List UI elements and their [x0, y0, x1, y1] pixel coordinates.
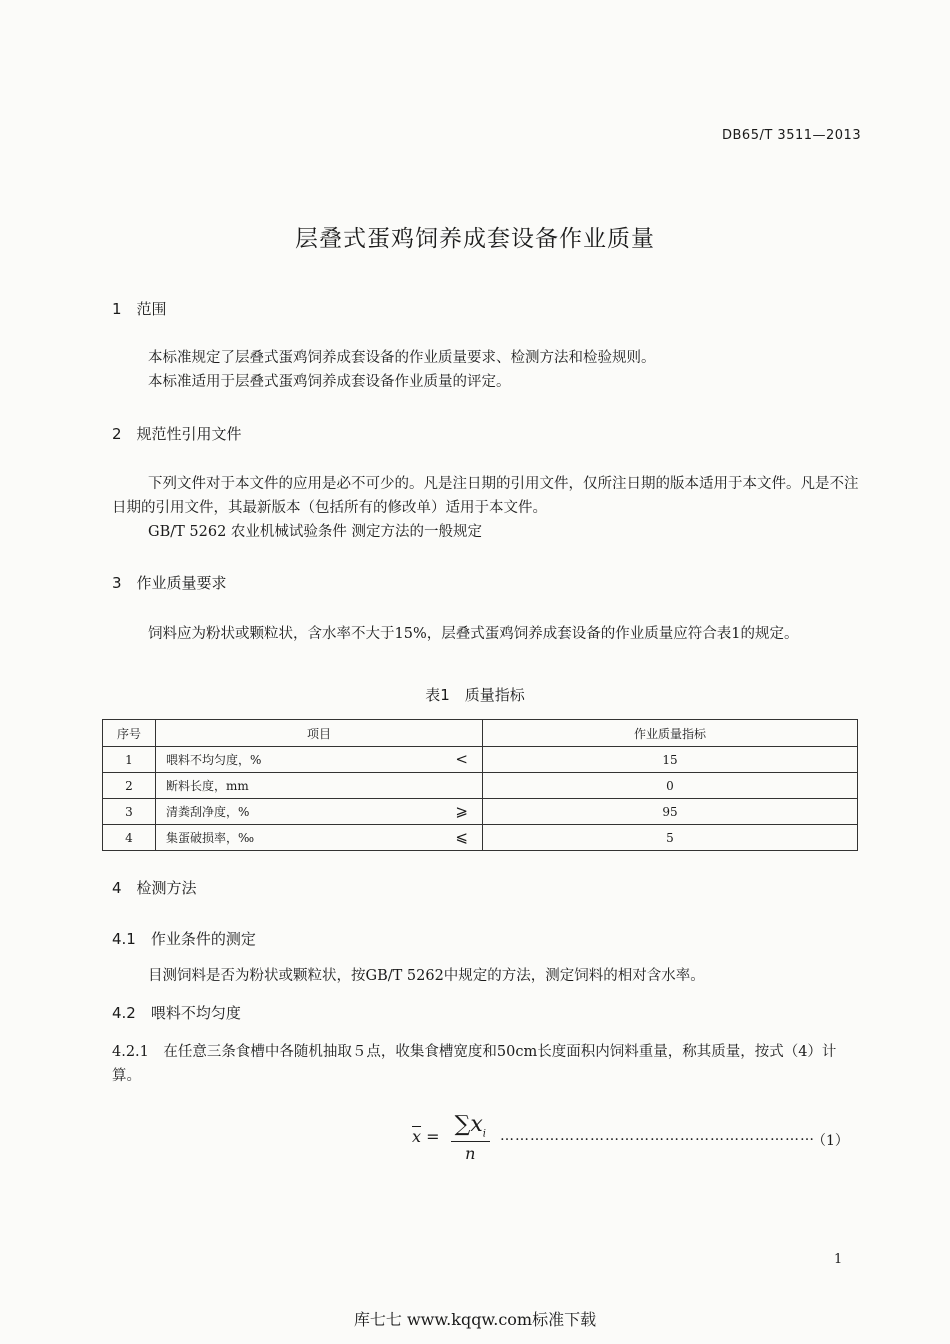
formula-denominator: n — [465, 1144, 476, 1164]
row-value: 15 — [483, 747, 858, 773]
row-no: 4 — [103, 825, 156, 851]
section-2-paragraph-1: 下列文件对于本文件的应用是必不可少的。凡是注日期的引用文件，仅所注日期的版本适用于本文件。凡是不注日期的引用文件，其最新版本（包括所有的修改单）适用于本文件。 — [112, 476, 859, 516]
header-value: 作业质量指标 — [483, 720, 858, 747]
section-3-paragraph-1: 饲料应为粉状或颗粒状，含水率不大于15%，层叠式蛋鸡饲养成套设备的作业质量应符合表1的规定。 — [148, 626, 799, 642]
formula-lhs-mean: $\overline{x}$ — [412, 1127, 422, 1147]
formula-subscript: i — [482, 1128, 486, 1140]
formula-1 — [412, 1112, 496, 1163]
quality-index-table — [102, 719, 858, 851]
section-2-heading: 2 规范性引用文件 — [112, 425, 242, 443]
header-no: 序号 — [103, 720, 156, 747]
formula-fraction — [451, 1112, 490, 1163]
section-1-heading: 1 范围 — [112, 300, 167, 318]
row-no: 2 — [103, 773, 156, 799]
section-1-paragraph-2: 本标准适用于层叠式蛋鸡饲养成套设备作业质量的评定。 — [148, 374, 511, 390]
comparison-symbol: ⩾ — [455, 802, 468, 820]
formula-sum: ∑x — [454, 1112, 483, 1137]
section-4-1-paragraph: 目测饲料是否为粉状或颗粒状，按GB/T 5262中规定的方法，测定饲料的相对含水率。 — [148, 968, 705, 984]
table-row — [103, 773, 858, 799]
formula-numerator — [451, 1112, 490, 1142]
page-number: 1 — [834, 1252, 843, 1267]
row-no: 1 — [103, 747, 156, 773]
row-item — [156, 747, 483, 773]
row-item — [156, 825, 483, 851]
table-row — [103, 825, 858, 851]
row-value: 95 — [483, 799, 858, 825]
section-4-2-heading: 4.2 喂料不均匀度 — [112, 1004, 241, 1022]
header-item: 项目 — [156, 720, 483, 747]
row-item-text: 断料长度，mm — [166, 779, 249, 793]
row-item-text: 清粪刮净度，% — [166, 805, 250, 819]
row-item — [156, 799, 483, 825]
row-item — [156, 773, 483, 799]
standard-code: DB65/T 3511—2013 — [722, 128, 862, 143]
row-value: 5 — [483, 825, 858, 851]
row-item-text: 喂料不均匀度，% — [166, 753, 262, 767]
section-4-2-1-paragraph: 4.2.1 在任意三条食槽中各随机抽取５点，收集食槽宽度和50cm长度面积内饲料重量，称其质量，按式（4）计算。 — [112, 1044, 837, 1084]
row-no: 3 — [103, 799, 156, 825]
comparison-symbol: ⩽ — [455, 828, 468, 846]
formula-equals: = — [426, 1127, 440, 1147]
row-item-text: 集蛋破损率，‰ — [166, 831, 255, 845]
document-title: 层叠式蛋鸡饲养成套设备作业质量 — [295, 226, 655, 252]
section-1-paragraph-1: 本标准规定了层叠式蛋鸡饲养成套设备的作业质量要求、检测方法和检验规则。 — [148, 350, 656, 366]
normative-reference: GB/T 5262 农业机械试验条件 测定方法的一般规定 — [148, 524, 483, 540]
section-4-1-heading: 4.1 作业条件的测定 — [112, 930, 256, 948]
table-1-title: 表1 质量指标 — [425, 686, 525, 704]
formula-number: （1） — [812, 1133, 849, 1149]
table-row — [103, 747, 858, 773]
section-4-heading: 4 检测方法 — [112, 879, 197, 897]
table-row — [103, 799, 858, 825]
section-3-heading: 3 作业质量要求 — [112, 574, 227, 592]
table-header-row — [103, 720, 858, 747]
row-value: 0 — [483, 773, 858, 799]
comparison-symbol: < — [455, 750, 468, 768]
footer-watermark: 库七七 www.kqqw.com标准下载 — [353, 1310, 597, 1329]
formula-leader-dots: ……………………………………………………… — [500, 1128, 815, 1144]
